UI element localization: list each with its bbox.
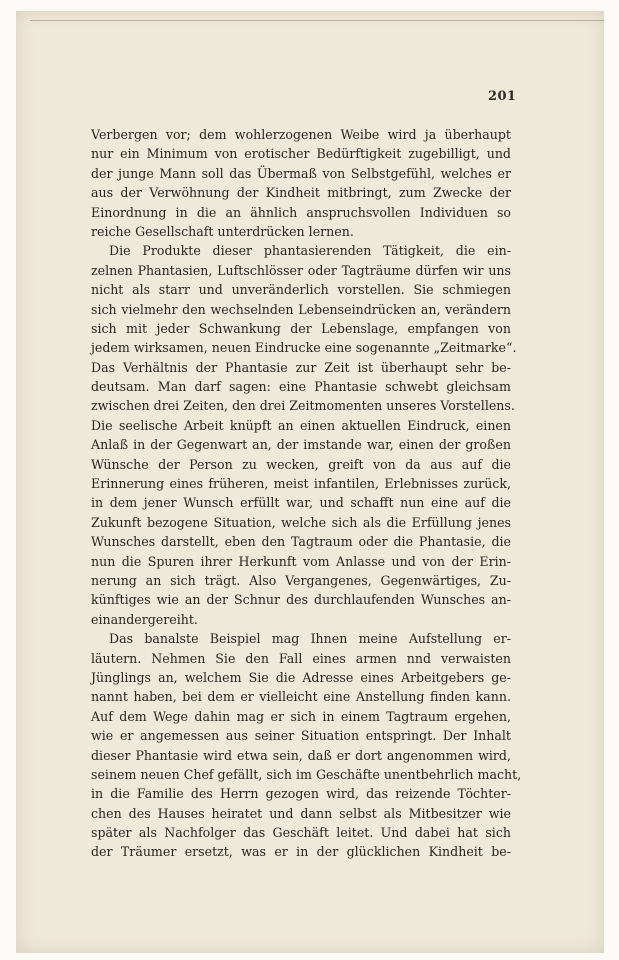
- text-line: Auf dem Wege dahin mag er sich in einem Tagtraum ergehen,: [91, 708, 511, 724]
- text-line: Verbergen vor; dem wohlerzogenen Weibe wird ja überhaupt: [91, 127, 511, 142]
- text-line: wie er angemessen aus seiner Situation entspringt. Der Inhalt: [91, 728, 511, 744]
- top-edge-rule: [30, 20, 604, 21]
- text-line: nannt haben, bei dem er vielleicht eine Anstellung finden kann.: [91, 689, 511, 705]
- text-line: Die Produkte dieser phantasierenden Tätigkeit, die ein-: [109, 243, 511, 259]
- text-line: nicht als starr und unveränderlich vorstellen. Sie schmiegen: [91, 282, 511, 298]
- text-line: Anlaß in der Gegenwart an, der imstande war, einen der großen: [91, 437, 511, 453]
- text-line: nur ein Minimum von erotischer Bedürftigkeit zugebilligt, und: [91, 146, 511, 162]
- text-line: Wünsche der Person zu wecken, greift von da aus auf die: [91, 456, 511, 472]
- text-line: läutern. Nehmen Sie den Fall eines armen nnd verwaisten: [91, 650, 511, 666]
- text-line: Wunsches darstellt, eben den Tagtraum oder die Phantasie, die: [91, 534, 511, 550]
- text-line: in die Familie des Herrn gezogen wird, das reizende Töchter-: [91, 786, 511, 802]
- text-line: deutsam. Man darf sagen: eine Phantasie schwebt gleichsam: [91, 379, 511, 395]
- text-line: einandergereiht.: [91, 611, 198, 627]
- text-line: zwischen drei Zeiten, den drei Zeitmomenten unseres Vorstellens.: [91, 398, 515, 414]
- text-line: Einordnung in die an ähnlich anspruchsvollen Individuen so: [91, 204, 511, 220]
- text-line: nerung an sich trägt. Also Vergangenes, Gegenwärtiges, Zu-: [91, 572, 511, 588]
- text-line: sich mit jeder Schwankung der Lebenslage, empfangen von: [91, 320, 511, 336]
- body-text: [91, 125, 522, 862]
- text-line: Die seelische Arbeit knüpft an einen aktuellen Eindruck, einen: [91, 417, 511, 433]
- text-line: der Träumer ersetzt, was er in der glücklichen Kindheit be-: [91, 844, 511, 860]
- text-line: Zukunft bezogene Situation, welche sich als die Erfüllung jenes: [91, 514, 511, 530]
- text-line: in dem jener Wunsch erfüllt war, und schafft nun eine auf die: [91, 495, 511, 511]
- text-line: reiche Gesellschaft unterdrücken lernen.: [91, 223, 354, 239]
- text-line: dieser Phantasie wird etwa sein, daß er dort angenommen wird,: [91, 747, 511, 763]
- text-line: der junge Mann soll das Übermaß von Selbstgefühl, welches er: [91, 165, 511, 181]
- text-line: seinem neuen Chef gefällt, sich im Geschäfte unentbehrlich macht,: [91, 766, 522, 782]
- text-line: zelnen Phantasien, Luftschlösser oder Tagträume dürfen wir uns: [91, 262, 511, 278]
- page-number: 201: [488, 89, 517, 104]
- text-line: aus der Verwöhnung der Kindheit mitbringt, zum Zwecke der: [91, 185, 511, 201]
- text-line: Das banalste Beispiel mag Ihnen meine Aufstellung er-: [109, 631, 511, 647]
- text-line: Jünglings an, welchem Sie die Adresse eines Arbeitgebers ge-: [91, 669, 511, 685]
- text-line: nun die Spuren ihrer Herkunft vom Anlasse und von der Erin-: [91, 553, 511, 569]
- text-line: künftiges wie an der Schnur des durchlaufenden Wunsches an-: [91, 592, 511, 608]
- text-line: jedem wirksamen, neuen Eindrucke eine sogenannte „Zeitmarke“.: [91, 340, 517, 356]
- text-line: später als Nachfolger das Geschäft leitet. Und dabei hat sich: [91, 825, 511, 841]
- text-line: sich vielmehr den wechselnden Lebenseindrücken an, verändern: [91, 301, 511, 317]
- text-line: chen des Hauses heiratet und dann selbst als Mitbesitzer wie: [91, 805, 511, 821]
- text-line: Das Verhältnis der Phantasie zur Zeit ist überhaupt sehr be-: [91, 359, 511, 375]
- text-line: Erinnerung eines früheren, meist infantilen, Erlebnisses zurück,: [91, 476, 511, 492]
